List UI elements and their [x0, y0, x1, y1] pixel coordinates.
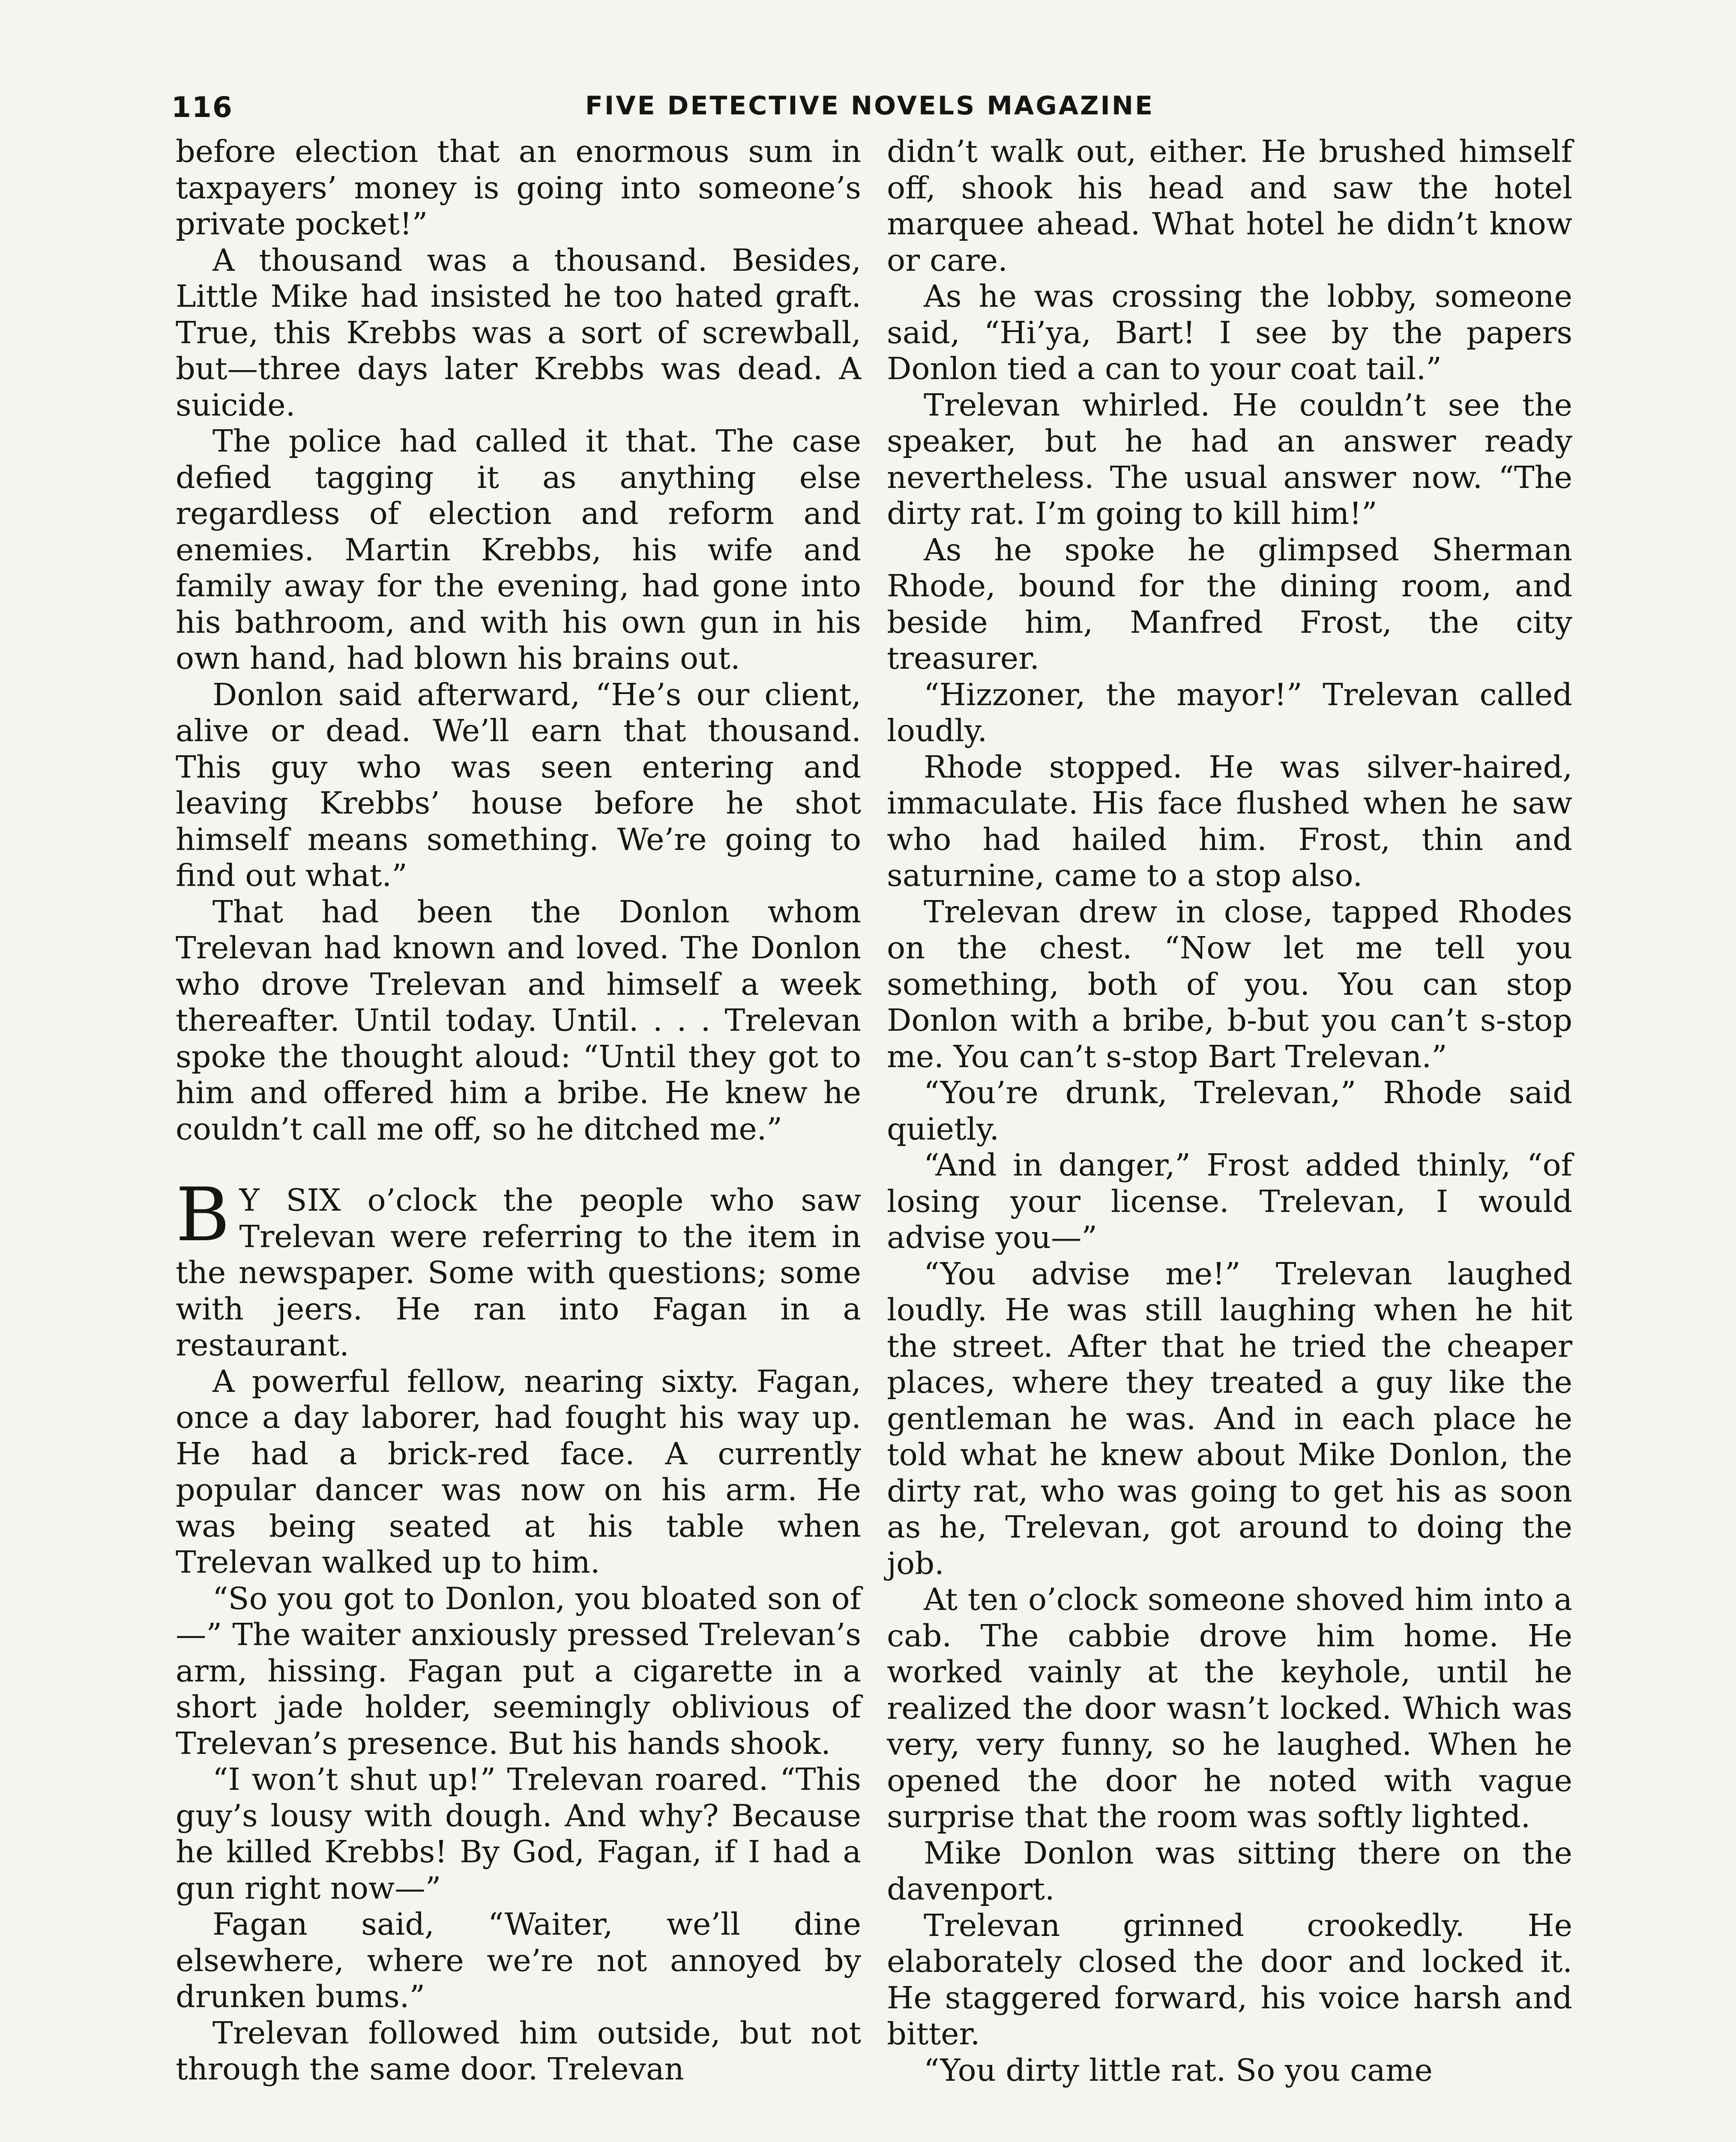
page-number: 116 — [171, 91, 233, 124]
paragraph: Rhode stopped. He was silver-haired, immaculate. His face flushed when he saw who had hailed him. Frost, thin and saturnine, came to a stop also. — [887, 749, 1572, 893]
paragraph: “You dirty little rat. So you came — [924, 2052, 1433, 2088]
paragraph: Trelevan grinned crookedly. He elaborately closed the door and locked it. He staggered forward, his voice harsh and bitter. — [887, 1907, 1572, 2052]
paragraph: didn’t walk out, either. He brushed himself off, shook his head and saw the hotel marquee ahead. What hotel he didn’t know or care. — [887, 134, 1572, 278]
paragraph: Fagan said, “Waiter, we’ll dine elsewhere, where we’re not annoyed by drunken bums.” — [176, 1906, 861, 2014]
paragraph: Donlon said afterward, “He’s our client, alive or dead. We’ll earn that thousand. This guy who was seen entering and leaving Krebbs’ house before he shot himself means something. We’re going to find out what.” — [176, 676, 861, 893]
paragraph: A thousand was a thousand. Besides, Little Mike had insisted he too hated graft. True, this Krebbs was a sort of screwball, but—three days later Krebbs was dead. A suicide. — [176, 242, 861, 423]
paragraph: “I won’t shut up!” Trelevan roared. “This guy’s lousy with dough. And why? Because he killed Krebbs! By God, Fagan, if I had a gun right now—” — [176, 1762, 861, 1906]
paragraph: “You advise me!” Trelevan laughed loudly. He was still laughing when he hit the street. After that he tried the cheaper places, where they treated a guy like the gentleman he was. And in each place he told what he knew about Mike Donlon, the dirty rat, who was going to get his as soon as he, Trelevan, got around to doing the job. — [887, 1256, 1572, 1581]
paragraph: As he was crossing the lobby, someone said, “Hi’ya, Bart! I see by the papers Donlon tied a can to your coat tail.” — [887, 278, 1572, 386]
paragraph: Trelevan followed him outside, but not through the same door. Trelevan — [176, 2015, 861, 2087]
paragraph: A powerful fellow, nearing sixty. Fagan, once a day laborer, had fought his way up. He had a brick-red face. A currently popular dancer was now on his arm. He was being seated at his table when Trelevan walked up to him. — [176, 1363, 861, 1580]
magazine-title: FIVE DETECTIVE NOVELS MAGAZINE — [585, 91, 1155, 121]
paragraph: Trelevan drew in close, tapped Rhodes on the chest. “Now let me tell you something, both of you. You can stop Donlon with a bribe, b-but you can’t s-stop me. You can’t s-stop Bart Trelevan.” — [887, 894, 1572, 1074]
drop-cap: B — [176, 1172, 230, 1258]
left-column — [176, 134, 861, 2088]
page-header — [171, 91, 1568, 129]
paragraph: Trelevan whirled. He couldn’t see the speaker, but he had an answer ready nevertheless. The usual answer now. “The dirty rat. I’m going to kill him!” — [887, 387, 1572, 531]
paragraph: That had been the Donlon whom Trelevan had known and loved. The Donlon who drove Trelevan and himself a week thereafter. Until today. Until. . . . Trelevan spoke the thought aloud: “Until they got to him and offered him a bribe. He knew he couldn’t call me off, so he ditched me.” — [176, 894, 861, 1147]
paragraph: “So you got to Donlon, you bloated son of—” The waiter anxiously pressed Trelevan’s arm, hissing. Fagan put a cigarette in a short jade holder, seemingly oblivious of Trelevan’s presence. But his hands shook. — [176, 1580, 861, 1761]
paragraph: Mike Donlon was sitting there on the davenport. — [887, 1835, 1572, 1907]
paragraph: At ten o’clock someone shoved him into a cab. The cabbie drove him home. He worked vainly at the keyhole, until he realized the door wasn’t locked. Which was very, very funny, so he laughed. When he opened the door he noted with vague surprise that the room was softly lighted. — [887, 1582, 1572, 1834]
section-lead-text: Y SIX o’clock the people who saw Trelevan were referring to the item in the newspaper. Some with questions; some with jeers. He ran into Fagan in a restaurant. — [176, 1182, 861, 1363]
paragraph: The police had called it that. The case defied tagging it as anything else regardless of election and reform and enemies. Martin Krebbs, his wife and family away for the evening, had gone into his bathroom, and with his own gun in his own hand, had blown his brains out. — [176, 423, 861, 676]
paragraph: “Hizzoner, the mayor!” Trelevan called loudly. — [887, 676, 1572, 748]
paragraph: “And in danger,” Frost added thinly, “of losing your license. Trelevan, I would advise you—” — [887, 1147, 1572, 1255]
paragraph: “You’re drunk, Trelevan,” Rhode said quietly. — [887, 1075, 1572, 1147]
section-break-paragraph — [176, 1172, 861, 1364]
right-column — [887, 134, 1572, 2088]
paragraph: before election that an enormous sum in taxpayers’ money is going into someone’s private pocket!” — [176, 134, 861, 242]
paragraph: As he spoke he glimpsed Sherman Rhode, bound for the dining room, and beside him, Manfred Frost, the city treasurer. — [887, 532, 1572, 676]
